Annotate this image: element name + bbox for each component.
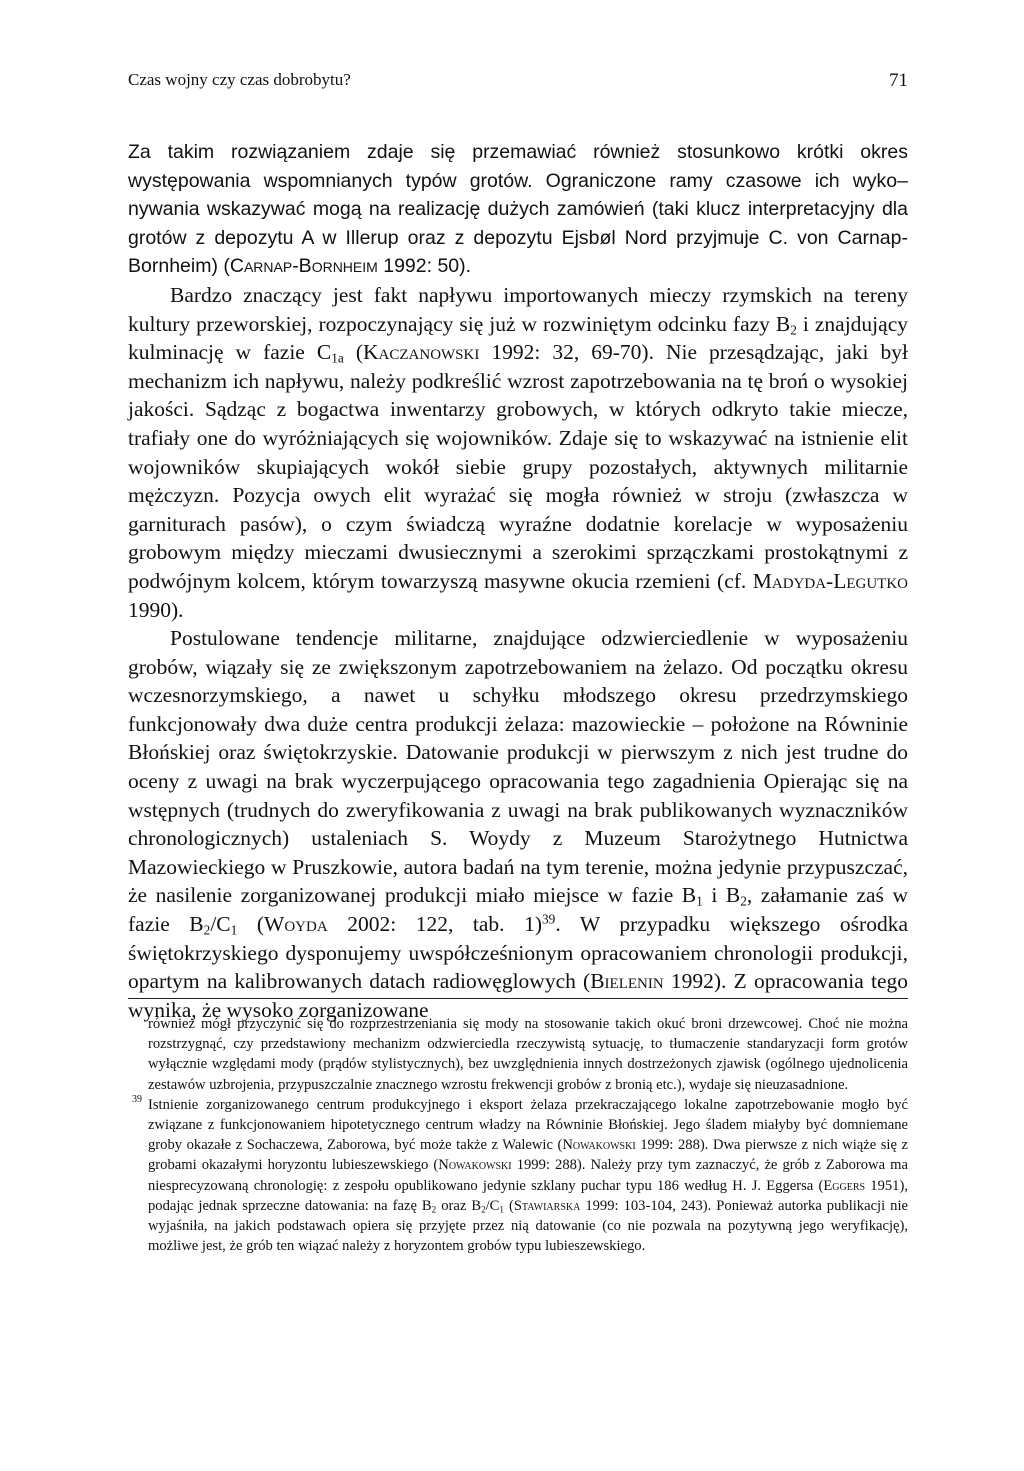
citation-author: Bielenin (590, 969, 664, 994)
text-run: Bardzo znaczący jest fakt napływu importowanych mieczy rzymskich na tereny kultury przeworskiej, rozpoczynający się już w rozwiniętym odcinku fazy B (128, 282, 908, 336)
citation-author: Kaczanowski (363, 340, 480, 365)
subscript: 2 (740, 893, 747, 909)
footnote-reference[interactable]: 39 (542, 911, 556, 927)
text-run: ( (503, 1197, 514, 1214)
text-run: Za takim rozwiązaniem zdaje się przemawiać również stosunkowo krótki okres występowania wspomnianych typów grotów. Ograniczone ramy czasowe ich wyko–nywania wskazywać mogą na realizację dużych zamówień (taki klucz interpretacyjny dla grotów z depozytu A w Illerup oraz z depozytu Ejsbøl Nord przyjmuje C. von Carnap-Bornheim) ( (128, 141, 908, 278)
footnote-separator (128, 998, 908, 999)
text-run: Istnienie zorganizowanego centrum produkcyjnego i eksport żelaza przekraczającego lokalne zapotrzebowanie mogło być związane z funkcjonowaniem hipotetycznego centrum władzy na Równinie Błońskiej. Jego śladem miałyby być domniemane groby okazałe z Sochaczewa, Zaborowa, być może także z Walewic ( (148, 1096, 908, 1154)
text-run: i B (702, 883, 741, 908)
text-run: 1992: 50). (377, 255, 472, 278)
page-number: 71 (889, 70, 908, 91)
footnotes (132, 1014, 908, 1256)
text-run: 2002: 122, tab. 1) (327, 912, 543, 937)
subscript: 2 (481, 1204, 486, 1215)
footnote-39 (132, 1093, 908, 1257)
subscript: 2 (203, 922, 211, 938)
text-run: 1999: 103-104, 243). Ponieważ autorka publikacji nie wyjaśniła, na jakich podstawach opiera się przyjęte przez nią datowanie (co nie pozwala na pozytywną jego weryfikację), możliwe jest, że grób ten wiązać należy z horyzontem grobów typu lubieszewskiego. (148, 1197, 908, 1255)
citation-author: Nowakowski (438, 1157, 512, 1174)
subscript: 1 (230, 922, 238, 938)
text-run: 1992: 32, 69-70). Nie przesądzając, jaki był mechanizm ich napływu, należy podkreślić wzrost zapotrzebowania na tę broń o wysokiej jakości. Sądząc z bogactwa inwentarzy grobowych, w których odkryto takie miecze, trafiały one do wyróżniających się wojowników. Zdaje się to wskazywać na istnienie elit wojowników skupiających wokół siebie grupy pozostałych, aktywnych militarnie mężczyzn. Pozycja owych elit wyrażać się mogła również w stroju (zwłaszcza w garniturach pasów), o czym świadczą wyraźne dodatnie korelacje w wyposażeniu grobowym między mieczami dwusiecznymi a szerokimi sprzączkami prostokątnymi z podwójnym kolcem, którym towarzyszą masywne okucia rzemieni (cf. (128, 340, 908, 593)
text-run: /C (485, 1197, 500, 1214)
text-run: , załamanie zaś w fazie B (128, 883, 908, 937)
running-title: Czas wojny czy czas dobrobytu? (128, 70, 351, 89)
text-run: Postulowane tendencje militarne, znajdujące odzwierciedlenie w wyposażeniu grobów, wiązały się ze zwiększonym zapotrzebowaniem na żelazo. Od początku okresu wczesnorzymskiego, a nawet u schyłku młodszego okresu przedrzymskiego funkcjonowały dwa duże centra produkcji żelaza: mazowieckie – położone na Równinie Błońskiej oraz świętokrzyskie. Datowanie produkcji w pierwszym z nich jest trudne do oceny z uwagi na brak wyczerpującego opracowania tego zagadnienia Opierając się na wstępnych (trudnych do zweryfikowania z uwagi na brak publikowanych wyznaczników chronologicznych) ustaleniach S. Woydy z Muzeum Starożytnego Hutnictwa Mazowieckiego w Pruszkowie, autora badań na tym terenie, można jedynie przypuszczać, że nasilenie zorganizowanej produkcji miało miejsce w fazie B (128, 626, 908, 908)
text-run: oraz B (436, 1197, 482, 1214)
text-run: i znajdujący kulminację w fazie C (128, 311, 908, 365)
text-run: ( (343, 340, 363, 365)
paragraph-1 (128, 138, 908, 281)
citation-author: Nowakowski (562, 1137, 636, 1154)
running-head (128, 70, 908, 94)
citation-author: Eggers (823, 1177, 866, 1194)
subscript: 1 (696, 893, 703, 909)
citation-author: Stawiarska (513, 1197, 581, 1214)
text-run: /C (210, 912, 231, 937)
subscript: 2 (431, 1204, 437, 1215)
main-text (128, 138, 908, 1024)
text-run: ( (237, 912, 265, 937)
text-run: 1992). Z opracowania tego wynika, że wysoko zorganizowane (128, 969, 908, 1022)
text-run: 1999: 288). Dwa pierwsze z nich wiąże się z grobami okazałymi horyzontu lubieszewskiego ( (148, 1137, 908, 1174)
subscript: 1a (331, 350, 344, 366)
subscript: 1 (499, 1204, 504, 1215)
citation-author: Madyda-Legutko (752, 568, 908, 593)
text-run: . W przypadku większego ośrodka świętokrzyskiego dysponujemy uwspółcześnionym opracowaniem chronologii produkcji, opartym na kalibrowanych datach radiowęglowych ( (128, 912, 908, 994)
text-run: 1990). (128, 597, 184, 622)
paragraph-2 (128, 281, 908, 624)
text-run: 1999: 288). Należy przy tym zaznaczyć, że grób z Zaborowa ma niesprecyzowaną chronologię: z zespołu opublikowano jedynie szklany puchar typu 186 według H. J. Eggersa ( (148, 1157, 908, 1194)
subscript: 2 (790, 321, 797, 337)
citation-author: Carnap-Bornheim (229, 255, 378, 278)
citation-author: Woyda (264, 912, 328, 937)
text-run: 1951), podając jednak sprzeczne datowania: na fazę B (148, 1177, 908, 1214)
paragraph-3 (128, 624, 908, 1024)
footnote-number: 39 (132, 1093, 142, 1105)
footnote-continuation: również mógł przyczynić się do rozprzestrzeniania się mody na stosowanie takich okuć broni drzewcowej. Choć nie można rozstrzygnąć, czy przedstawiony mechanizm odzwierciedla rzeczywistą sytuację, to tłumaczenie standaryzacji form grotów wyłącznie względami mody (prądów stylistycznych), bez uwzględnienia innych dostrzeżonych zjawisk (ogólnego ujednolicenia zestawów uzbrojenia, przypuszczalnie znacznego wzrostu frekwencji grobów z bronią etc.), wydaje się nieuzasadnione. (148, 1016, 908, 1093)
